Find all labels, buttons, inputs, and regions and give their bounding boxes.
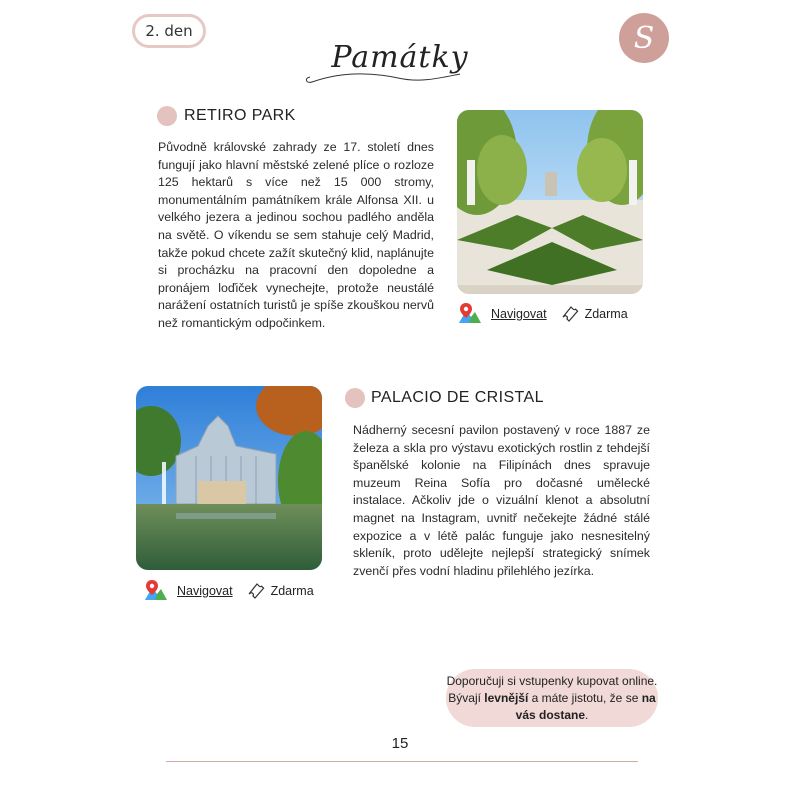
section-bullet: [345, 388, 365, 408]
price-label: Zdarma: [270, 584, 314, 598]
palacio-de-cristal-photo: [136, 386, 322, 570]
section-body: Původně královské zahrady ze 17. století dnes fungují jako hlavní městské zelené plíce o rozloze 125 hektarů s více než 15 000 stromy, monumentálním památníkem krále Alfonsa XII. u velkého jezera a jedinou sochou padlého anděla na světě. O víkendu se sem stahuje celý Madrid, takže pokud chcete zažít skutečný klid, naplánujte si procházku na pracovní den dopoledne a pronájem loďiček vynechejte, protože neustálé narážení ostatních turistů je spíše zkouškou nervů než romantickým odpočinkem.: [158, 140, 434, 330]
ticket-icon: [561, 305, 581, 323]
tip-part: .: [585, 707, 589, 722]
tip-bold: levnější: [484, 690, 529, 705]
section-heading: PALACIO DE CRISTAL: [371, 389, 544, 406]
navigate-link[interactable]: Navigovat: [177, 584, 233, 598]
tip-text: [446, 673, 658, 724]
tip-bold: na vás dostane: [515, 690, 656, 722]
section-links: [457, 303, 628, 325]
map-pin-icon[interactable]: [457, 303, 483, 325]
retiro-park-photo: [457, 110, 643, 294]
navigate-link[interactable]: Navigovat: [491, 307, 547, 321]
footer-divider: [166, 761, 638, 762]
tip-bubble: [446, 669, 658, 727]
price-label: Zdarma: [584, 307, 628, 321]
page-title: Památky: [331, 40, 469, 75]
tip-part: a máte jistotu, že se: [528, 690, 642, 705]
day-label: 2. den: [145, 22, 193, 40]
flourish-icon: [300, 66, 470, 88]
map-pin-icon[interactable]: [143, 580, 169, 602]
tip-part: Doporučuji si vstupenky kupovat online. Bývají: [446, 673, 658, 705]
ticket-icon: [247, 582, 267, 600]
section-links: [143, 580, 314, 602]
section-body: Nádherný secesní pavilon postavený v roce 1887 ze železa a skla pro výstavu exotických rostlin z tehdejší španělské kolonie na Filipínách dnes spravuje muzeum Reina Sofía pro dočasné umělecké instalace. Ačkoliv jde o vizuální klenot a absolutní magnet na Instagram, uvnitř nečekejte žádné stálé expozice a v létě palác funguje jako nesnesitelný skleník, proto udělejte nejlepší strategický snímek zvenčí přes vodní hladinu přilehlého jezírka.: [353, 423, 650, 578]
logo-letter: S: [633, 20, 655, 56]
page-number: 15: [391, 735, 409, 752]
section-heading: RETIRO PARK: [184, 107, 296, 124]
section-bullet: [157, 106, 177, 126]
